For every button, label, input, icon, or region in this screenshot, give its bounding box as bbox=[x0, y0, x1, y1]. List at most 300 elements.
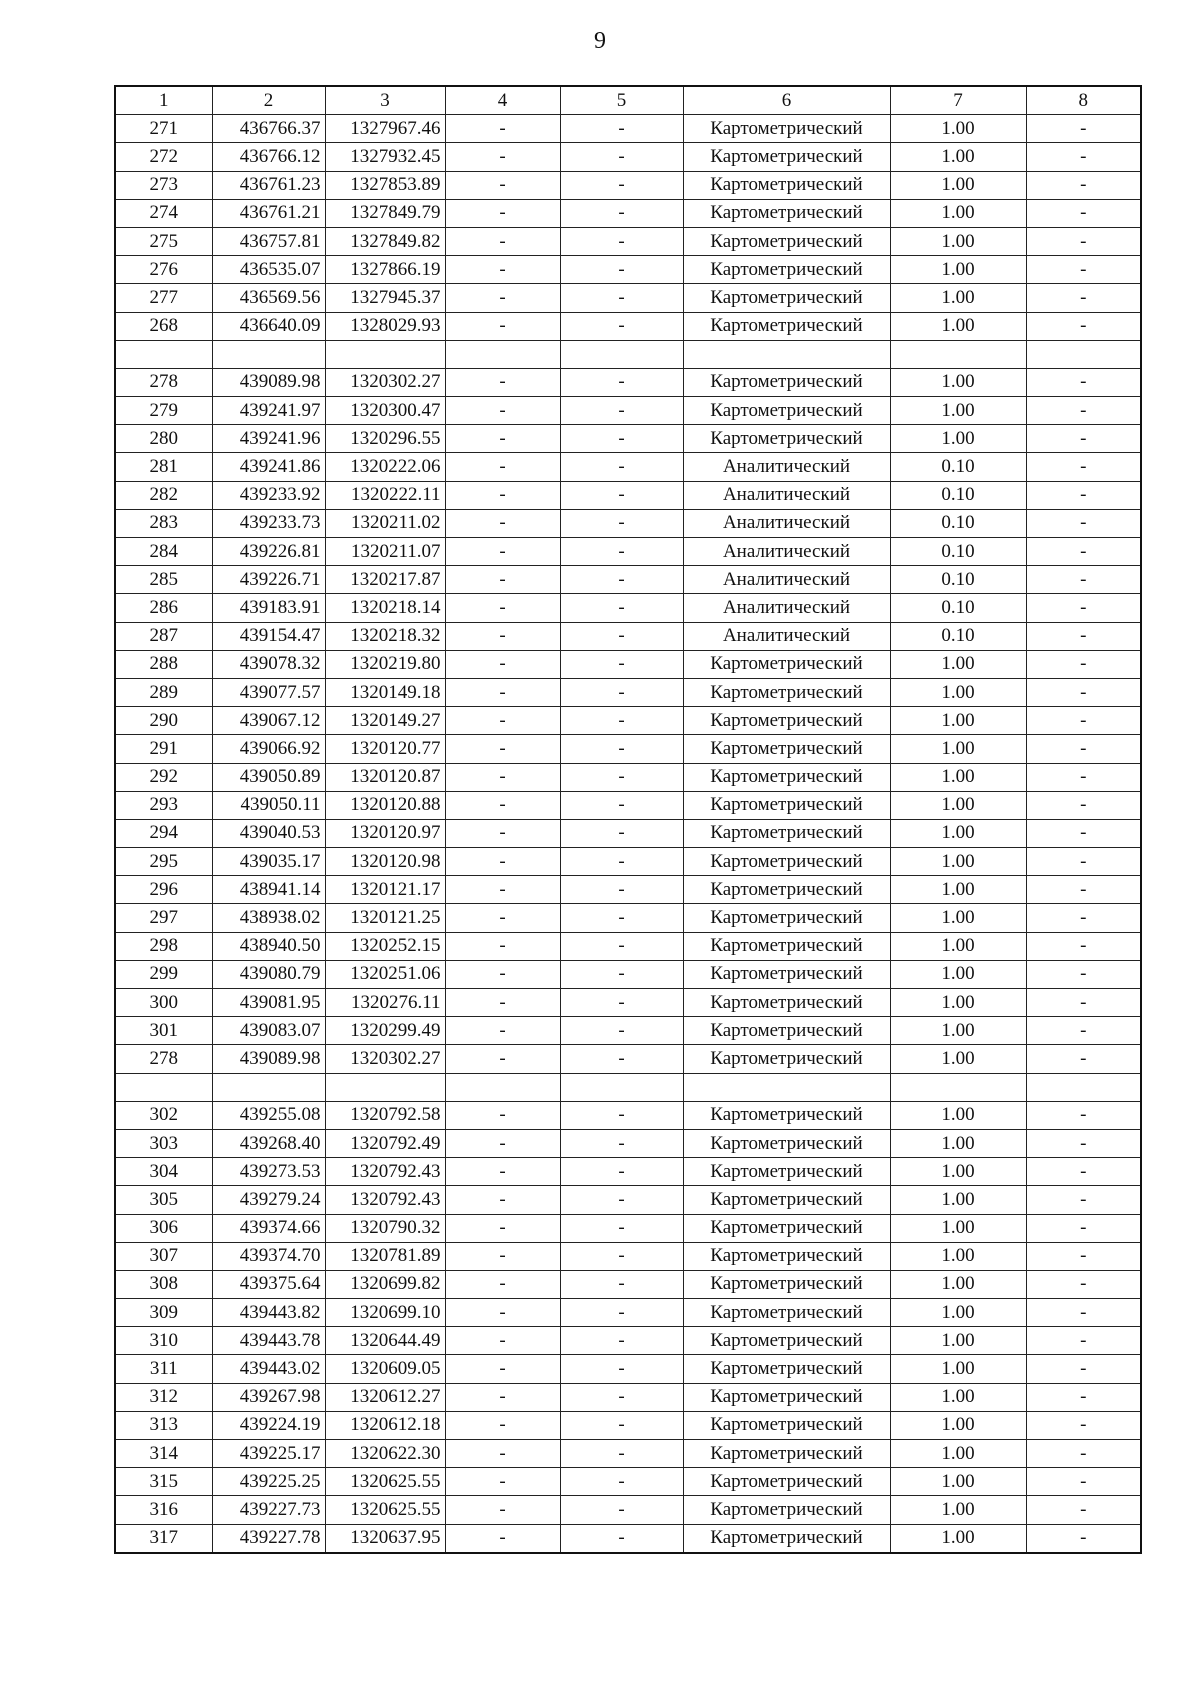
col5-cell: - bbox=[560, 1355, 683, 1383]
x-coordinate-cell: 439183.91 bbox=[212, 594, 325, 622]
col4-cell: - bbox=[445, 1214, 560, 1242]
col5-cell: - bbox=[560, 791, 683, 819]
y-coordinate-cell: 1320120.97 bbox=[325, 819, 445, 847]
col4-cell: - bbox=[445, 1299, 560, 1327]
x-coordinate-cell: 439050.89 bbox=[212, 763, 325, 791]
point-number-cell: 288 bbox=[115, 650, 212, 678]
col4-cell: - bbox=[445, 1129, 560, 1157]
table-row bbox=[115, 1101, 1141, 1129]
y-coordinate-cell: 1320792.43 bbox=[325, 1186, 445, 1214]
col4-cell: - bbox=[445, 453, 560, 481]
col4-cell: - bbox=[445, 509, 560, 537]
point-number-cell: 277 bbox=[115, 284, 212, 312]
table-row bbox=[115, 735, 1141, 763]
x-coordinate-cell: 439241.86 bbox=[212, 453, 325, 481]
col8-cell: - bbox=[1026, 1411, 1141, 1439]
point-number-cell: 301 bbox=[115, 1017, 212, 1045]
method-cell: Картометрический bbox=[683, 1129, 890, 1157]
col4-cell: - bbox=[445, 1524, 560, 1553]
method-cell: Аналитический bbox=[683, 481, 890, 509]
col4-cell: - bbox=[445, 171, 560, 199]
point-number-cell: 279 bbox=[115, 397, 212, 425]
y-coordinate-cell: 1320612.18 bbox=[325, 1411, 445, 1439]
table-row bbox=[115, 1299, 1141, 1327]
accuracy-cell: 1.00 bbox=[890, 1214, 1026, 1242]
col4-cell: - bbox=[445, 227, 560, 255]
table-row bbox=[115, 763, 1141, 791]
col4-cell: - bbox=[445, 1355, 560, 1383]
table-row bbox=[115, 1524, 1141, 1553]
column-header-3: 3 bbox=[325, 86, 445, 115]
col8-cell: - bbox=[1026, 848, 1141, 876]
col4-cell: - bbox=[445, 1101, 560, 1129]
accuracy-cell: 1.00 bbox=[890, 227, 1026, 255]
col8-cell: - bbox=[1026, 1242, 1141, 1270]
x-coordinate-cell: 438941.14 bbox=[212, 876, 325, 904]
y-coordinate-cell: 1320276.11 bbox=[325, 989, 445, 1017]
method-cell bbox=[683, 340, 890, 368]
y-coordinate-cell: 1320222.11 bbox=[325, 481, 445, 509]
accuracy-cell: 1.00 bbox=[890, 1158, 1026, 1186]
col5-cell: - bbox=[560, 227, 683, 255]
table-row bbox=[115, 1214, 1141, 1242]
column-header-5: 5 bbox=[560, 86, 683, 115]
point-number-cell: 305 bbox=[115, 1186, 212, 1214]
col4-cell: - bbox=[445, 904, 560, 932]
x-coordinate-cell: 436640.09 bbox=[212, 312, 325, 340]
col8-cell: - bbox=[1026, 1355, 1141, 1383]
col4-cell: - bbox=[445, 1468, 560, 1496]
y-coordinate-cell: 1320644.49 bbox=[325, 1327, 445, 1355]
col4-cell: - bbox=[445, 199, 560, 227]
table-row bbox=[115, 1129, 1141, 1157]
table-row bbox=[115, 848, 1141, 876]
method-cell: Картометрический bbox=[683, 312, 890, 340]
col8-cell: - bbox=[1026, 1186, 1141, 1214]
table-row bbox=[115, 538, 1141, 566]
y-coordinate-cell: 1320252.15 bbox=[325, 932, 445, 960]
x-coordinate-cell: 439241.96 bbox=[212, 425, 325, 453]
x-coordinate-cell: 439089.98 bbox=[212, 1045, 325, 1073]
col5-cell: - bbox=[560, 312, 683, 340]
col5-cell: - bbox=[560, 848, 683, 876]
col8-cell: - bbox=[1026, 1045, 1141, 1073]
col5-cell: - bbox=[560, 481, 683, 509]
col5-cell: - bbox=[560, 1327, 683, 1355]
x-coordinate-cell: 439375.64 bbox=[212, 1270, 325, 1298]
point-number-cell: 290 bbox=[115, 707, 212, 735]
table-row bbox=[115, 678, 1141, 706]
y-coordinate-cell: 1327945.37 bbox=[325, 284, 445, 312]
column-header-6: 6 bbox=[683, 86, 890, 115]
accuracy-cell: 1.00 bbox=[890, 115, 1026, 143]
col8-cell: - bbox=[1026, 904, 1141, 932]
point-number-cell: 310 bbox=[115, 1327, 212, 1355]
col4-cell: - bbox=[445, 566, 560, 594]
method-cell: Картометрический bbox=[683, 227, 890, 255]
col4-cell: - bbox=[445, 1440, 560, 1468]
col4-cell: - bbox=[445, 932, 560, 960]
col5-cell: - bbox=[560, 1383, 683, 1411]
col5-cell: - bbox=[560, 1101, 683, 1129]
table-row bbox=[115, 1045, 1141, 1073]
col8-cell: - bbox=[1026, 763, 1141, 791]
col8-cell: - bbox=[1026, 538, 1141, 566]
column-header-7: 7 bbox=[890, 86, 1026, 115]
col5-cell: - bbox=[560, 989, 683, 1017]
method-cell: Картометрический bbox=[683, 1017, 890, 1045]
point-number-cell: 284 bbox=[115, 538, 212, 566]
point-number-cell: 313 bbox=[115, 1411, 212, 1439]
table-row bbox=[115, 340, 1141, 368]
accuracy-cell: 1.00 bbox=[890, 1355, 1026, 1383]
x-coordinate-cell: 438940.50 bbox=[212, 932, 325, 960]
point-number-cell: 309 bbox=[115, 1299, 212, 1327]
col5-cell: - bbox=[560, 735, 683, 763]
col5-cell: - bbox=[560, 397, 683, 425]
col8-cell: - bbox=[1026, 1383, 1141, 1411]
col5-cell: - bbox=[560, 594, 683, 622]
table-row bbox=[115, 622, 1141, 650]
col8-cell: - bbox=[1026, 960, 1141, 988]
point-number-cell: 291 bbox=[115, 735, 212, 763]
col4-cell: - bbox=[445, 735, 560, 763]
method-cell: Картометрический bbox=[683, 763, 890, 791]
col4-cell: - bbox=[445, 115, 560, 143]
col4-cell: - bbox=[445, 1383, 560, 1411]
col5-cell: - bbox=[560, 1440, 683, 1468]
col8-cell bbox=[1026, 340, 1141, 368]
y-coordinate-cell: 1320792.43 bbox=[325, 1158, 445, 1186]
table-row bbox=[115, 932, 1141, 960]
accuracy-cell: 1.00 bbox=[890, 1411, 1026, 1439]
col8-cell: - bbox=[1026, 1468, 1141, 1496]
y-coordinate-cell: 1320300.47 bbox=[325, 397, 445, 425]
method-cell: Картометрический bbox=[683, 735, 890, 763]
col4-cell: - bbox=[445, 819, 560, 847]
table-row bbox=[115, 989, 1141, 1017]
table-row bbox=[115, 1186, 1141, 1214]
x-coordinate-cell: 439241.97 bbox=[212, 397, 325, 425]
col5-cell: - bbox=[560, 538, 683, 566]
table-row bbox=[115, 199, 1141, 227]
method-cell: Картометрический bbox=[683, 1411, 890, 1439]
method-cell: Картометрический bbox=[683, 1440, 890, 1468]
point-number-cell: 312 bbox=[115, 1383, 212, 1411]
col4-cell: - bbox=[445, 1242, 560, 1270]
table-row bbox=[115, 171, 1141, 199]
col8-cell: - bbox=[1026, 312, 1141, 340]
accuracy-cell: 0.10 bbox=[890, 481, 1026, 509]
x-coordinate-cell: 439083.07 bbox=[212, 1017, 325, 1045]
point-number-cell: 273 bbox=[115, 171, 212, 199]
point-number-cell: 280 bbox=[115, 425, 212, 453]
table-body bbox=[115, 115, 1141, 1553]
table-row bbox=[115, 1158, 1141, 1186]
table-row bbox=[115, 1327, 1141, 1355]
col8-cell: - bbox=[1026, 115, 1141, 143]
accuracy-cell: 1.00 bbox=[890, 1101, 1026, 1129]
col5-cell: - bbox=[560, 819, 683, 847]
method-cell: Картометрический bbox=[683, 1186, 890, 1214]
accuracy-cell: 1.00 bbox=[890, 1524, 1026, 1553]
y-coordinate-cell: 1320612.27 bbox=[325, 1383, 445, 1411]
x-coordinate-cell: 439268.40 bbox=[212, 1129, 325, 1157]
point-number-cell: 315 bbox=[115, 1468, 212, 1496]
col4-cell: - bbox=[445, 707, 560, 735]
x-coordinate-cell: 439077.57 bbox=[212, 678, 325, 706]
x-coordinate-cell bbox=[212, 340, 325, 368]
x-coordinate-cell: 439040.53 bbox=[212, 819, 325, 847]
col8-cell: - bbox=[1026, 989, 1141, 1017]
method-cell: Картометрический bbox=[683, 1101, 890, 1129]
accuracy-cell: 0.10 bbox=[890, 566, 1026, 594]
col4-cell: - bbox=[445, 848, 560, 876]
col4-cell: - bbox=[445, 594, 560, 622]
accuracy-cell: 1.00 bbox=[890, 312, 1026, 340]
method-cell: Картометрический bbox=[683, 848, 890, 876]
col4-cell: - bbox=[445, 538, 560, 566]
method-cell: Картометрический bbox=[683, 932, 890, 960]
method-cell: Картометрический bbox=[683, 1468, 890, 1496]
col5-cell: - bbox=[560, 650, 683, 678]
col5-cell: - bbox=[560, 1299, 683, 1327]
col8-cell: - bbox=[1026, 1270, 1141, 1298]
y-coordinate-cell: 1327932.45 bbox=[325, 143, 445, 171]
y-coordinate-cell: 1320609.05 bbox=[325, 1355, 445, 1383]
x-coordinate-cell: 439273.53 bbox=[212, 1158, 325, 1186]
table-row bbox=[115, 284, 1141, 312]
col5-cell bbox=[560, 1073, 683, 1101]
method-cell: Картометрический bbox=[683, 1299, 890, 1327]
col4-cell: - bbox=[445, 368, 560, 396]
method-cell: Картометрический bbox=[683, 397, 890, 425]
col8-cell: - bbox=[1026, 622, 1141, 650]
x-coordinate-cell bbox=[212, 1073, 325, 1101]
col4-cell: - bbox=[445, 1017, 560, 1045]
x-coordinate-cell: 439227.78 bbox=[212, 1524, 325, 1553]
method-cell: Картометрический bbox=[683, 876, 890, 904]
y-coordinate-cell bbox=[325, 340, 445, 368]
accuracy-cell: 1.00 bbox=[890, 1468, 1026, 1496]
point-number-cell: 307 bbox=[115, 1242, 212, 1270]
col5-cell: - bbox=[560, 143, 683, 171]
point-number-cell: 298 bbox=[115, 932, 212, 960]
x-coordinate-cell: 439081.95 bbox=[212, 989, 325, 1017]
table-row bbox=[115, 566, 1141, 594]
method-cell: Картометрический bbox=[683, 1158, 890, 1186]
y-coordinate-cell: 1320302.27 bbox=[325, 1045, 445, 1073]
col8-cell: - bbox=[1026, 1017, 1141, 1045]
y-coordinate-cell: 1328029.93 bbox=[325, 312, 445, 340]
point-number-cell: 297 bbox=[115, 904, 212, 932]
col8-cell: - bbox=[1026, 368, 1141, 396]
point-number-cell bbox=[115, 1073, 212, 1101]
table-row bbox=[115, 1383, 1141, 1411]
col5-cell: - bbox=[560, 284, 683, 312]
method-cell: Картометрический bbox=[683, 425, 890, 453]
y-coordinate-cell: 1320699.10 bbox=[325, 1299, 445, 1327]
method-cell: Картометрический bbox=[683, 1383, 890, 1411]
method-cell: Картометрический bbox=[683, 904, 890, 932]
coordinates-table bbox=[114, 85, 1142, 1554]
point-number-cell: 276 bbox=[115, 256, 212, 284]
accuracy-cell: 0.10 bbox=[890, 594, 1026, 622]
method-cell: Картометрический bbox=[683, 678, 890, 706]
col5-cell: - bbox=[560, 1158, 683, 1186]
point-number-cell: 283 bbox=[115, 509, 212, 537]
method-cell: Картометрический bbox=[683, 1355, 890, 1383]
col8-cell: - bbox=[1026, 791, 1141, 819]
accuracy-cell: 1.00 bbox=[890, 143, 1026, 171]
col5-cell: - bbox=[560, 622, 683, 650]
point-number-cell: 294 bbox=[115, 819, 212, 847]
accuracy-cell: 1.00 bbox=[890, 1327, 1026, 1355]
col5-cell bbox=[560, 340, 683, 368]
col4-cell: - bbox=[445, 989, 560, 1017]
y-coordinate-cell: 1327853.89 bbox=[325, 171, 445, 199]
x-coordinate-cell: 436766.37 bbox=[212, 115, 325, 143]
table-row bbox=[115, 312, 1141, 340]
accuracy-cell: 1.00 bbox=[890, 1440, 1026, 1468]
point-number-cell: 271 bbox=[115, 115, 212, 143]
table-row bbox=[115, 1440, 1141, 1468]
col4-cell: - bbox=[445, 876, 560, 904]
accuracy-cell: 1.00 bbox=[890, 848, 1026, 876]
table-row bbox=[115, 425, 1141, 453]
point-number-cell: 287 bbox=[115, 622, 212, 650]
x-coordinate-cell: 439227.73 bbox=[212, 1496, 325, 1524]
x-coordinate-cell: 439226.71 bbox=[212, 566, 325, 594]
col8-cell bbox=[1026, 1073, 1141, 1101]
accuracy-cell bbox=[890, 340, 1026, 368]
point-number-cell: 299 bbox=[115, 960, 212, 988]
accuracy-cell: 1.00 bbox=[890, 1129, 1026, 1157]
col4-cell: - bbox=[445, 1045, 560, 1073]
table-row bbox=[115, 509, 1141, 537]
accuracy-cell: 0.10 bbox=[890, 509, 1026, 537]
point-number-cell: 311 bbox=[115, 1355, 212, 1383]
y-coordinate-cell: 1320625.55 bbox=[325, 1496, 445, 1524]
col8-cell: - bbox=[1026, 1101, 1141, 1129]
x-coordinate-cell: 436757.81 bbox=[212, 227, 325, 255]
col5-cell: - bbox=[560, 707, 683, 735]
col8-cell: - bbox=[1026, 143, 1141, 171]
table-row bbox=[115, 397, 1141, 425]
table-row bbox=[115, 594, 1141, 622]
x-coordinate-cell: 439089.98 bbox=[212, 368, 325, 396]
table-row bbox=[115, 876, 1141, 904]
column-header-2: 2 bbox=[212, 86, 325, 115]
accuracy-cell: 1.00 bbox=[890, 397, 1026, 425]
method-cell: Картометрический bbox=[683, 791, 890, 819]
method-cell: Картометрический bbox=[683, 115, 890, 143]
point-number-cell bbox=[115, 340, 212, 368]
col8-cell: - bbox=[1026, 1129, 1141, 1157]
col8-cell: - bbox=[1026, 509, 1141, 537]
table-row bbox=[115, 791, 1141, 819]
col5-cell: - bbox=[560, 509, 683, 537]
method-cell: Аналитический bbox=[683, 622, 890, 650]
accuracy-cell: 1.00 bbox=[890, 650, 1026, 678]
method-cell: Картометрический bbox=[683, 989, 890, 1017]
col5-cell: - bbox=[560, 763, 683, 791]
col4-cell: - bbox=[445, 960, 560, 988]
col4-cell: - bbox=[445, 622, 560, 650]
accuracy-cell: 1.00 bbox=[890, 678, 1026, 706]
x-coordinate-cell: 438938.02 bbox=[212, 904, 325, 932]
point-number-cell: 302 bbox=[115, 1101, 212, 1129]
y-coordinate-cell: 1320211.07 bbox=[325, 538, 445, 566]
method-cell: Аналитический bbox=[683, 538, 890, 566]
point-number-cell: 272 bbox=[115, 143, 212, 171]
y-coordinate-cell: 1320251.06 bbox=[325, 960, 445, 988]
table-row bbox=[115, 227, 1141, 255]
column-header-1: 1 bbox=[115, 86, 212, 115]
x-coordinate-cell: 439233.92 bbox=[212, 481, 325, 509]
page-number: 9 bbox=[594, 28, 606, 54]
point-number-cell: 296 bbox=[115, 876, 212, 904]
y-coordinate-cell: 1320120.98 bbox=[325, 848, 445, 876]
col5-cell: - bbox=[560, 904, 683, 932]
accuracy-cell: 1.00 bbox=[890, 1496, 1026, 1524]
x-coordinate-cell: 439050.11 bbox=[212, 791, 325, 819]
col4-cell: - bbox=[445, 678, 560, 706]
accuracy-cell: 0.10 bbox=[890, 538, 1026, 566]
method-cell: Картометрический bbox=[683, 650, 890, 678]
method-cell: Картометрический bbox=[683, 819, 890, 847]
point-number-cell: 317 bbox=[115, 1524, 212, 1553]
table-row bbox=[115, 256, 1141, 284]
table-header bbox=[115, 86, 1141, 115]
col5-cell: - bbox=[560, 1214, 683, 1242]
x-coordinate-cell: 436761.23 bbox=[212, 171, 325, 199]
point-number-cell: 293 bbox=[115, 791, 212, 819]
x-coordinate-cell: 439224.19 bbox=[212, 1411, 325, 1439]
col4-cell: - bbox=[445, 650, 560, 678]
y-coordinate-cell: 1320120.77 bbox=[325, 735, 445, 763]
x-coordinate-cell: 439374.66 bbox=[212, 1214, 325, 1242]
x-coordinate-cell: 436766.12 bbox=[212, 143, 325, 171]
accuracy-cell: 1.00 bbox=[890, 199, 1026, 227]
col8-cell: - bbox=[1026, 284, 1141, 312]
col8-cell: - bbox=[1026, 1327, 1141, 1355]
col8-cell: - bbox=[1026, 932, 1141, 960]
table-row bbox=[115, 1468, 1141, 1496]
method-cell: Картометрический bbox=[683, 1270, 890, 1298]
x-coordinate-cell: 439233.73 bbox=[212, 509, 325, 537]
col5-cell: - bbox=[560, 171, 683, 199]
x-coordinate-cell: 436761.21 bbox=[212, 199, 325, 227]
y-coordinate-cell: 1320120.87 bbox=[325, 763, 445, 791]
col5-cell: - bbox=[560, 876, 683, 904]
accuracy-cell: 1.00 bbox=[890, 284, 1026, 312]
x-coordinate-cell: 439154.47 bbox=[212, 622, 325, 650]
x-coordinate-cell: 439443.02 bbox=[212, 1355, 325, 1383]
table-row bbox=[115, 1496, 1141, 1524]
col8-cell: - bbox=[1026, 1214, 1141, 1242]
col5-cell: - bbox=[560, 1468, 683, 1496]
col5-cell: - bbox=[560, 453, 683, 481]
table-row bbox=[115, 1242, 1141, 1270]
col5-cell: - bbox=[560, 368, 683, 396]
point-number-cell: 316 bbox=[115, 1496, 212, 1524]
col8-cell: - bbox=[1026, 876, 1141, 904]
accuracy-cell: 1.00 bbox=[890, 1270, 1026, 1298]
col8-cell: - bbox=[1026, 1158, 1141, 1186]
col8-cell: - bbox=[1026, 171, 1141, 199]
col8-cell: - bbox=[1026, 453, 1141, 481]
